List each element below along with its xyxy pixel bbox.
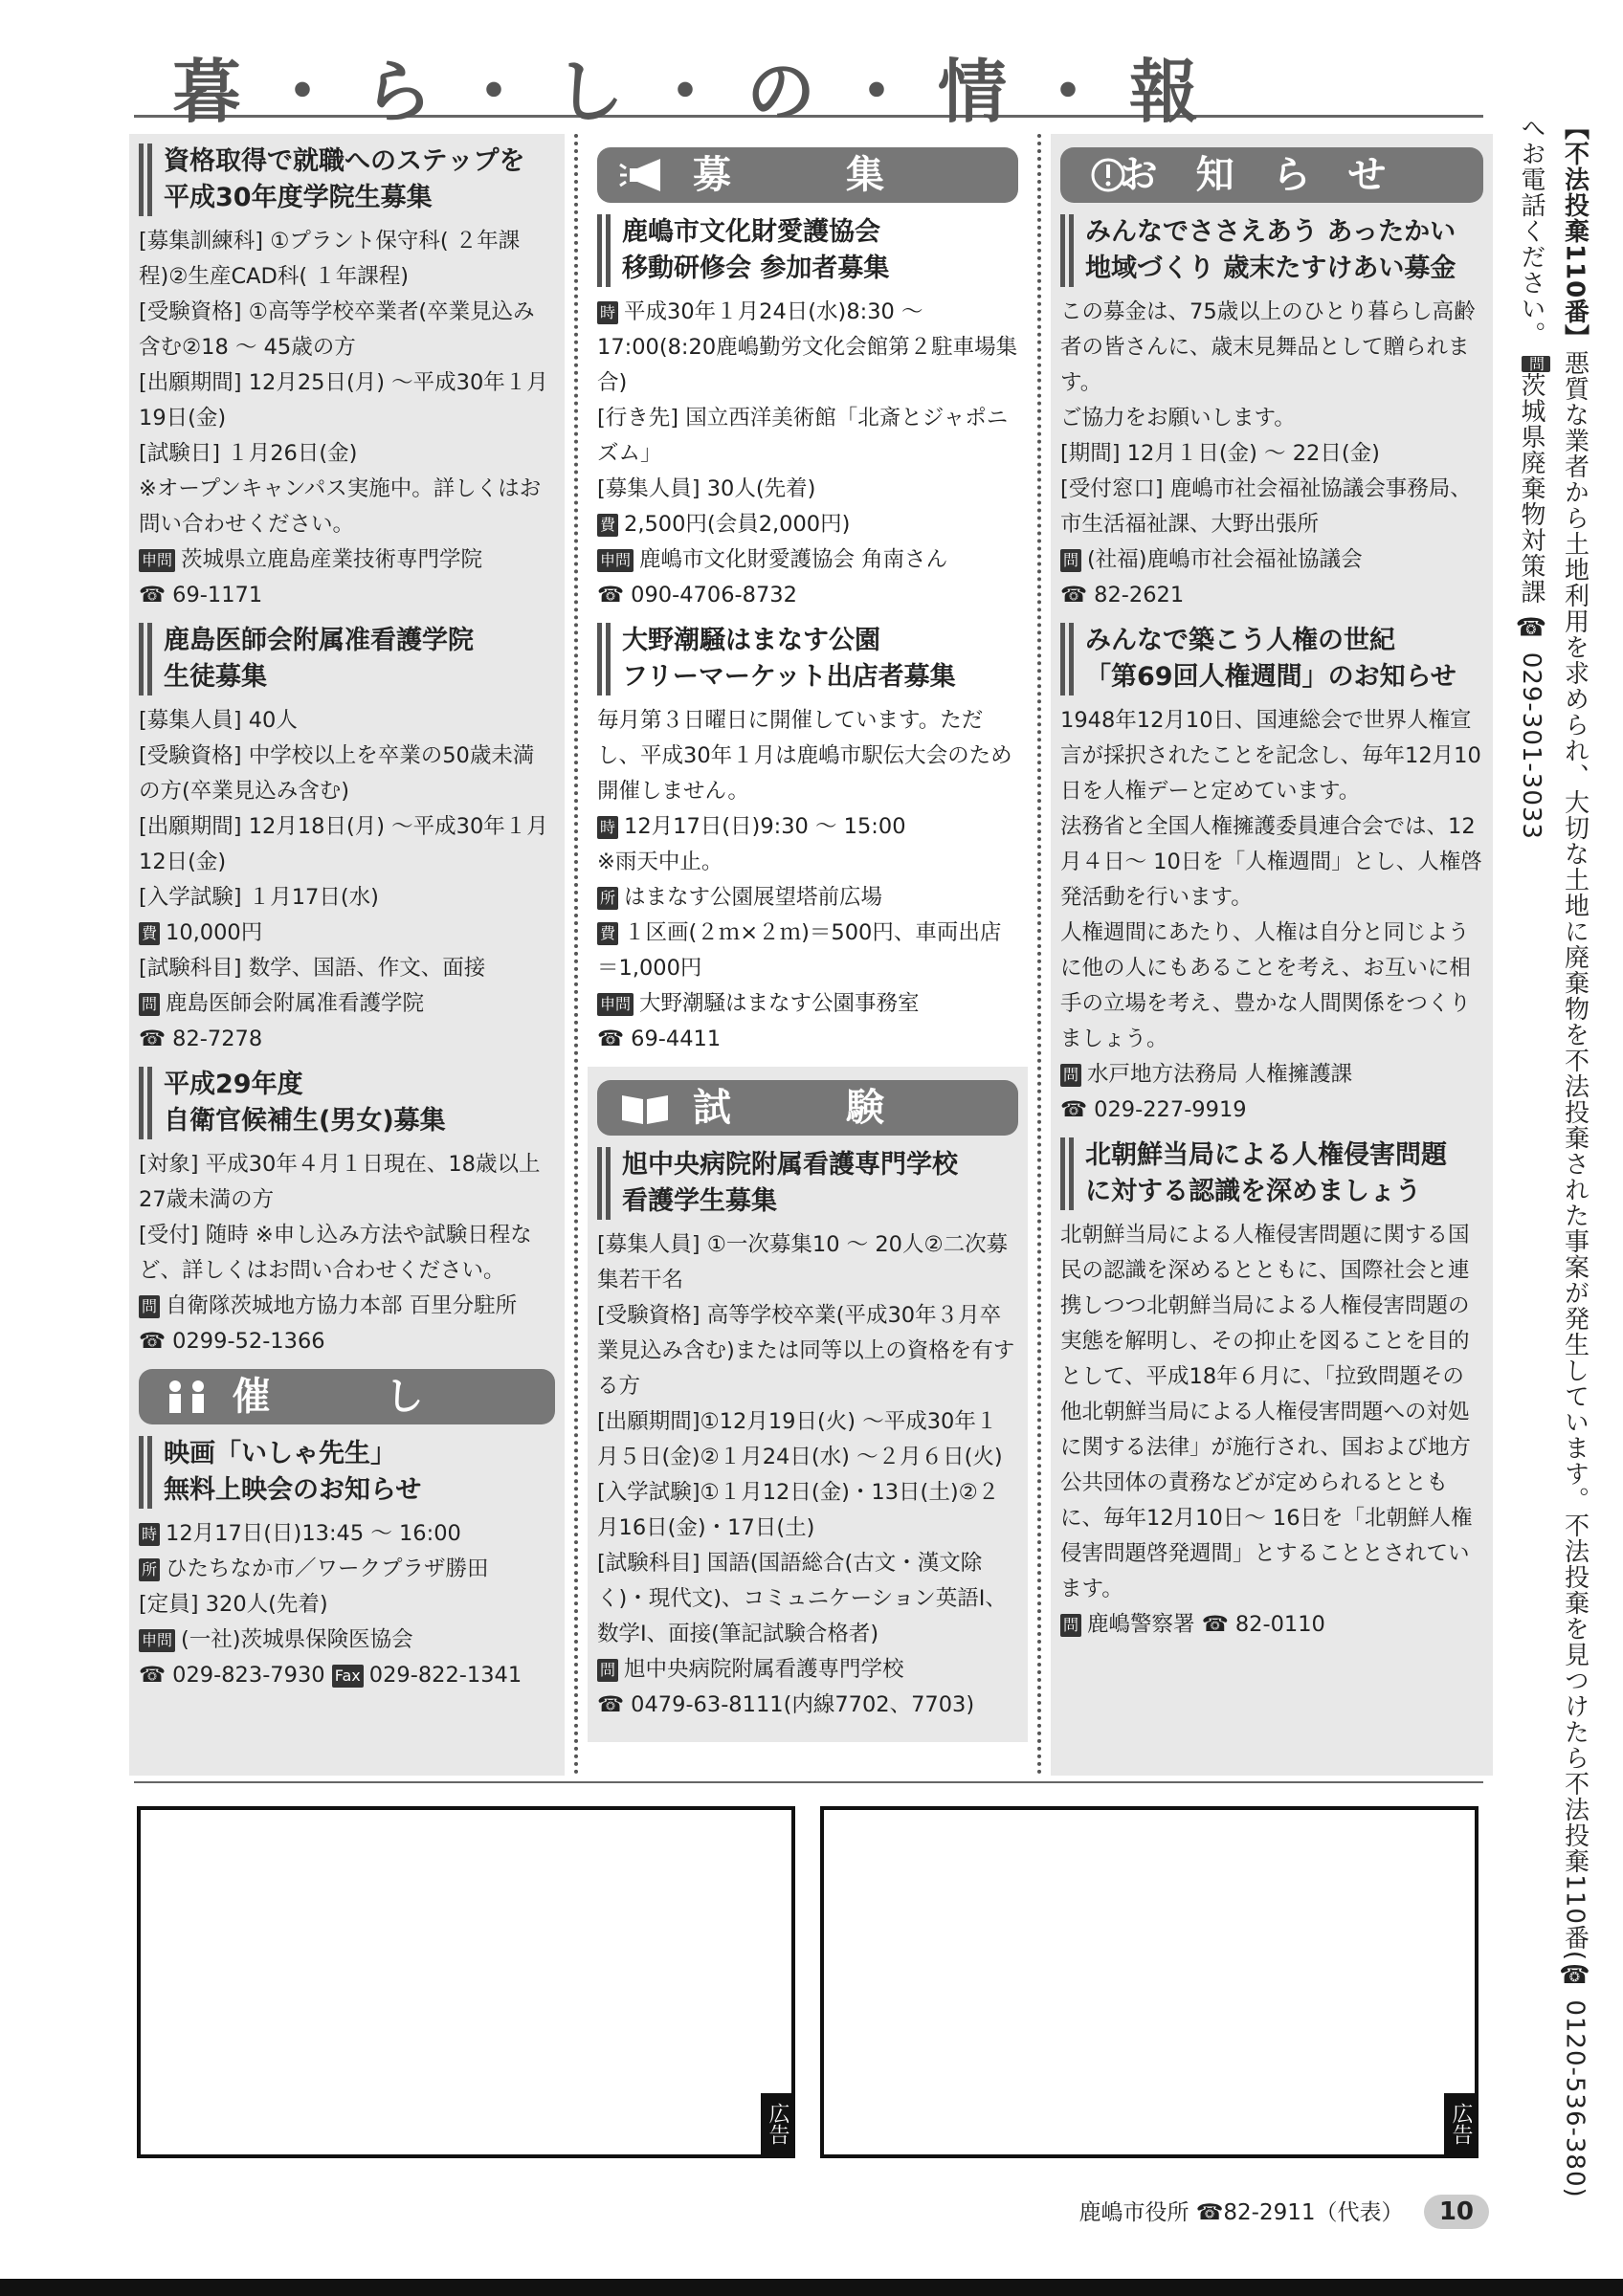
article-north-korea-rights: 北朝鮮当局による人権侵害問題 に対する認識を深めましょう 北朝鮮当局による人権侵害問題に関する国民の認識を深めるとともに、国際社会と連携しつつ北朝鮮当局による人権侵害問題の実態を解明し、その抑止を図ることを目的として、平成18年６月に、「拉致問題その他北朝鮮当局による人権侵害問題への対処に関する法律」が施行され、国および地方公共団体の責務などが定められるとともに、毎年12月10日～ 16日を「北朝鮮人権侵害問題啓発週間」とすることとされています。 問 鹿嶋警察署 ☎ 82-0110: [1060, 1137, 1483, 1643]
phone-number: ☎ 69-1171: [139, 583, 263, 607]
article-human-rights-week: みんなで築こう人権の世紀 「第69回人権週間」のお知らせ 1948年12月10日、国連総会で世界人権宣言が採択されたことを記念し、毎年12月10日を人権デーと定めています。 法務省と全国人権擁護委員連合会では、12月４日～ 10日を「人権週間」とし、人権啓発活動を行います。 人権週間にあたり、人権は自分と同じように他の人にもあることを考え、お互いに相手の立場を考え、豊かな人間関係をつくりましょう。 問 水戸地方法務局 人権擁護課 ☎ 029-227-9919: [1060, 623, 1483, 1128]
article-nursing-students: 旭中央病院附属看護専門学校 看護学生募集 [募集人員] ①一次募集10 ～ 20人②二次募集若干名 [受験資格] 高等学校卒業(平成30年３月卒業見込み含む)または同等以上の資格を有する方 [出願期間]①12月19日(火) ～平成30年１月５日(金)②１月24日(水) ～２月６日(火) [入学試験]①１月12日(金)・13日(土)②２月16日(金)・17日(土) [試験科目] 国語(国語総合(古文・漢文除く)・現代文)、コミュニケーション英語Ⅰ、数学Ⅰ、面接(筆記試験合格者) 問 旭中央病院附属看護専門学校 ☎ 0479-63-8111(内線7702、7703): [597, 1147, 1018, 1723]
article-title: 鹿嶋市文化財愛護協会 移動研修会 参加者募集: [597, 214, 1018, 287]
column-separator: [574, 134, 578, 1776]
article-year-end-fund: みんなでささえあう あったかい 地域づくり 歳末たすけあい募金 この募金は、75歳以上のひとり暮らし高齢者の皆さんに、歳末見舞品として贈られます。 ご協力をお願いします。 [期間] 12月１日(金) ～ 22日(金) [受付窓口] 鹿嶋市社会福祉協議会事務局、市生活福祉課、大野出張所 問 (社福)鹿嶋市社会福祉協議会 ☎ 82-2621: [1060, 214, 1483, 613]
article-vocational-school: 資格取得で就職へのステップを 平成30年度学院生募集 [募集訓練科] ①プラント保守科( ２年課程)②生産CAD科( １年課程) [受験資格] ①高等学校卒業者(卒業見込み含む②18 ～ 45歳の方 [出願期間] 12月25日(月) ～平成30年１月19日(金) [試験日] １月26日(金) ※オープンキャンパス実施中。詳しくはお問い合わせください。 申問 茨城県立鹿島産業技術専門学院 ☎ 69-1171: [139, 144, 555, 613]
article-title: 映画「いしゃ先生」 無料上映会のお知らせ: [139, 1436, 555, 1509]
inquiry-icon: 問: [1060, 549, 1081, 572]
inquiry-icon: 問: [597, 1659, 618, 1682]
page-number: 10: [1424, 2195, 1489, 2229]
section-header-exams: 試 験: [597, 1080, 1018, 1136]
ad-label: 広告: [761, 2093, 791, 2154]
inquiry-icon: 問: [139, 993, 160, 1016]
inquiry-icon: 問: [139, 1295, 160, 1318]
ad-box-right: [820, 1806, 1478, 2158]
apply-inquiry-icon: 申問: [139, 1629, 175, 1652]
page-title: 暮・ら・し・の・情・報: [172, 52, 1226, 132]
article-title: 鹿島医師会附属准看護学院 生徒募集: [139, 623, 555, 695]
article-title: 平成29年度 自衛官候補生(男女)募集: [139, 1067, 555, 1139]
article-flea-market: 大野潮騒はまなす公園 フリーマーケット出店者募集 毎月第３日曜日に開催しています。ただし、平成30年１月は鹿嶋市駅伝大会のため開催しません。 時 12月17日(日)9:30 ～ 15:00 ※雨天中止。 所 はまなす公園展望塔前広場 費 １区画(２ｍ×２ｍ)＝500円、車両出店＝1,000円 申問 大野潮騒はまなす公園事務室 ☎ 69-4411: [597, 623, 1018, 1057]
article-movie-screening: 映画「いしゃ先生」 無料上映会のお知らせ 時 12月17日(日)13:45 ～ 16:00 所 ひたちなか市／ワークプラザ勝田 [定員] 320人(先着) 申問 (一社)茨城県保険医協会 ☎ 029-823-7930 Fax 029-822-1341: [139, 1436, 555, 1693]
inquiry-icon: 問: [1060, 1614, 1081, 1637]
phone-number: ☎ 69-4411: [597, 1027, 722, 1051]
side-notice-illegal-dumping: 【不法投棄110番】悪質な業者から土地利用を求められ、大切な土地に廃棄物を不法投棄された事案が発生しています。不法投棄を見つけたら不法投棄110番(☎ 0120-536-380)へお電話ください。 問茨城県廃棄物対策課 ☎ 029-301-3033: [1517, 115, 1590, 2198]
page-footer: [1078, 2195, 1489, 2229]
section-header-notices: お知らせ: [1060, 147, 1483, 203]
section-header-events: 催 し: [139, 1369, 555, 1424]
phone-number: ☎ 0299-52-1366: [139, 1329, 325, 1354]
ad-label: 広告: [1444, 2093, 1475, 2154]
article-nursing-school: 鹿島医師会附属准看護学院 生徒募集 [募集人員] 40人 [受験資格] 中学校以上を卒業の50歳未満の方(卒業見込み含む) [出願期間] 12月18日(月) ～平成30年１月12日(金) [入学試験] １月17日(水) 費 10,000円 [試験科目] 数学、国語、作文、面接 問 鹿島医師会附属准看護学院 ☎ 82-7278: [139, 623, 555, 1057]
article-title: 北朝鮮当局による人権侵害問題 に対する認識を深めましょう: [1060, 1137, 1483, 1210]
phone-number: ☎ 029-227-9919: [1060, 1097, 1247, 1122]
phone-number: ☎ 82-2621: [1060, 583, 1185, 607]
time-icon: 時: [139, 1523, 160, 1546]
phone-number: ☎ 82-7278: [139, 1027, 263, 1051]
apply-inquiry-icon: 申問: [597, 993, 634, 1016]
exclamation-icon: [1081, 157, 1135, 193]
time-icon: 時: [597, 816, 618, 839]
bottom-edge: [0, 2279, 1623, 2296]
column-left: [129, 134, 565, 1776]
people-icon: [160, 1379, 213, 1415]
phone-number: ☎ 0479-63-8111(内線7702、7703): [597, 1692, 975, 1717]
article-cultural-tour: 鹿嶋市文化財愛護協会 移動研修会 参加者募集 時 平成30年１月24日(水)8:30 ～ 17:00(8:20鹿嶋勤労文化会館第２駐車場集合) [行き先] 国立西洋美術館「北斎とジャポニズム」 [募集人員] 30人(先着) 費 2,500円(会員2,000円) 申問 鹿嶋市文化財愛護協会 角南さん ☎ 090-4706-8732: [597, 214, 1018, 613]
megaphone-icon: [618, 157, 672, 193]
article-sdf-recruitment: 平成29年度 自衛官候補生(男女)募集 [対象] 平成30年４月１日現在、18歳以上27歳未満の方 [受付] 随時 ※申し込み方法や試験日程など、詳しくはお問い合わせください。 問 自衛隊茨城地方協力本部 百里分駐所 ☎ 0299-52-1366: [139, 1067, 555, 1359]
divider: [134, 1781, 1483, 1783]
book-icon: [618, 1090, 672, 1126]
fax-icon: Fax: [332, 1665, 364, 1688]
office-contact: 鹿嶋市役所 ☎82-2911（代表）: [1078, 2200, 1404, 2225]
column-separator: [1037, 134, 1041, 1776]
article-title: みんなで築こう人権の世紀 「第69回人権週間」のお知らせ: [1060, 623, 1483, 695]
phone-number: ☎ 090-4706-8732: [597, 583, 797, 607]
place-icon: 所: [139, 1558, 160, 1581]
article-title: みんなでささえあう あったかい 地域づくり 歳末たすけあい募金: [1060, 214, 1483, 287]
exam-section: [588, 1067, 1028, 1742]
fee-icon: 費: [139, 922, 160, 945]
ad-box-left: [137, 1806, 795, 2158]
article-title: 旭中央病院附属看護専門学校 看護学生募集: [597, 1147, 1018, 1220]
article-title: 大野潮騒はまなす公園 フリーマーケット出店者募集: [597, 623, 1018, 695]
article-title: 資格取得で就職へのステップを 平成30年度学院生募集: [139, 144, 555, 216]
column-right: [1051, 134, 1493, 1776]
inquiry-icon: 問: [1060, 1064, 1081, 1087]
column-middle: [588, 134, 1028, 1776]
apply-inquiry-icon: 申問: [139, 549, 175, 572]
time-icon: 時: [597, 301, 618, 324]
inquiry-icon: 問: [1522, 356, 1550, 372]
page-header: [134, 29, 1483, 132]
place-icon: 所: [597, 887, 618, 910]
section-header-recruitment: 募 集: [597, 147, 1018, 203]
fee-icon: 費: [597, 514, 618, 537]
phone-number: ☎ 029-823-7930: [139, 1663, 325, 1688]
fee-icon: 費: [597, 922, 618, 945]
phone-number: ☎ 82-0110: [1201, 1612, 1325, 1637]
apply-inquiry-icon: 申問: [597, 549, 634, 572]
